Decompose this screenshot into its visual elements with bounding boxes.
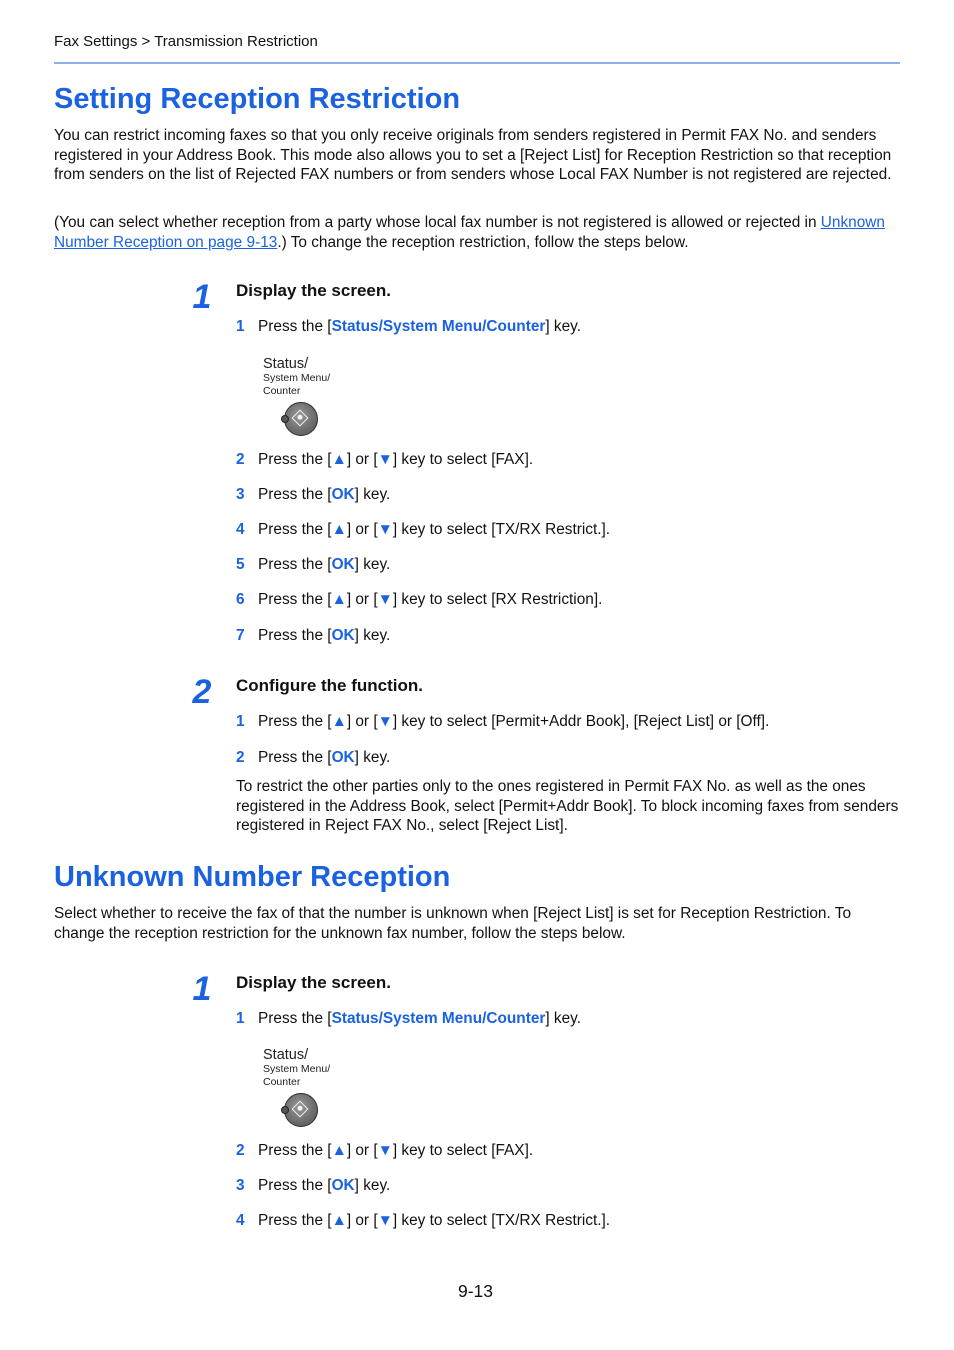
key-label bbox=[263, 1047, 330, 1088]
unknown-number-paragraph: Select whether to receive the fax of that the number is unknown when [Reject List] is set for Reception Restriction. To change the reception restriction for the unknown fax number, follow the steps below. bbox=[54, 905, 852, 942]
substep-number: 4 bbox=[236, 521, 245, 538]
up-arrow-key-icon: ▲ bbox=[331, 521, 347, 538]
substep-text: ] key to select [TX/RX Restrict.]. bbox=[392, 521, 611, 538]
key-label-line2: System Menu/ bbox=[263, 372, 331, 384]
substep-number: 6 bbox=[236, 591, 245, 608]
step-heading-display-screen: Display the screen. bbox=[236, 973, 391, 992]
status-key-label: Status/System Menu/Counter bbox=[331, 1010, 546, 1027]
substep-text: Press the [ bbox=[258, 318, 332, 335]
substep bbox=[236, 1177, 390, 1195]
substep bbox=[236, 521, 610, 539]
substep-text: Press the [ bbox=[258, 1010, 332, 1027]
substep-text: Press the [ bbox=[258, 521, 332, 538]
substep bbox=[236, 556, 390, 574]
reference-paragraph bbox=[54, 213, 900, 252]
substep-number: 1 bbox=[236, 318, 245, 335]
substep-text: ] or [ bbox=[346, 521, 378, 538]
status-system-menu-key-button[interactable] bbox=[284, 1093, 318, 1127]
substep-number: 5 bbox=[236, 556, 245, 573]
substep-text: ] key to select [RX Restriction]. bbox=[392, 591, 603, 608]
reference-text-post: .) To change the reception restriction, follow the steps below. bbox=[277, 233, 689, 251]
substep-text: Press the [ bbox=[258, 1212, 332, 1229]
substep-text: ] or [ bbox=[346, 451, 378, 468]
substep bbox=[236, 749, 390, 767]
up-arrow-key-icon: ▲ bbox=[331, 1142, 347, 1159]
substep-text: ] or [ bbox=[346, 1212, 378, 1229]
status-system-menu-key-image bbox=[263, 1047, 353, 1137]
substep-number: 2 bbox=[236, 749, 245, 766]
substep-number: 3 bbox=[236, 486, 245, 503]
substep-number: 1 bbox=[236, 713, 245, 730]
step-number-1: 1 bbox=[192, 970, 212, 1008]
substep-text: ] key. bbox=[545, 1010, 582, 1027]
substep bbox=[236, 318, 581, 336]
configure-note: To restrict the other parties only to the ones registered in Permit FAX No. as well as the ones registered in the Address Book, select [Permit+Addr Book]. To block incoming faxes from senders registered in Reject FAX No., select [Reject List]. bbox=[236, 778, 899, 835]
substep-text: Press the [ bbox=[258, 486, 332, 503]
intro-paragraph: You can restrict incoming faxes so that you only receive originals from senders registered in Permit FAX No. and senders registered in your Address Book. This mode also allows you to set a [Reject List] for Reception Restriction so that reception from senders on the list of Rejected FAX numbers or from senders whose Local FAX Number is not registered are rejected. bbox=[54, 127, 892, 184]
substep-text: Press the [ bbox=[258, 627, 332, 644]
substep-text: Press the [ bbox=[258, 556, 332, 573]
substep-text: Press the [ bbox=[258, 591, 332, 608]
substep bbox=[236, 451, 533, 469]
substep bbox=[236, 627, 390, 645]
substep-text: Press the [ bbox=[258, 1142, 332, 1159]
status-key-icon bbox=[292, 1101, 309, 1118]
status-key-label: Status/System Menu/Counter bbox=[331, 318, 546, 335]
key-label bbox=[263, 356, 330, 397]
substep-text: ] key to select [TX/RX Restrict.]. bbox=[392, 1212, 611, 1229]
key-label-line3: Counter bbox=[263, 384, 301, 397]
reference-text-pre: (You can select whether reception from a party whose local fax number is not registered is allowed or rejected in bbox=[54, 214, 817, 231]
down-arrow-key-icon: ▼ bbox=[377, 451, 393, 468]
breadcrumb: Fax Settings > Transmission Restriction bbox=[54, 33, 318, 50]
substep-text: Press the [ bbox=[258, 451, 332, 468]
substep-text: ] key. bbox=[354, 749, 391, 766]
up-arrow-key-icon: ▲ bbox=[331, 1212, 347, 1229]
substep-text: Press the [ bbox=[258, 749, 332, 766]
substep-number: 4 bbox=[236, 1212, 245, 1229]
substep-text: Press the [ bbox=[258, 713, 332, 730]
down-arrow-key-icon: ▼ bbox=[377, 521, 393, 538]
step-number-2: 2 bbox=[192, 673, 212, 711]
substep bbox=[236, 1142, 533, 1160]
step-heading-display-screen: Display the screen. bbox=[236, 281, 391, 300]
substep bbox=[236, 1212, 610, 1230]
substep bbox=[236, 713, 769, 731]
substep-text: ] key to select [Permit+Addr Book], [Reject List] or [Off]. bbox=[392, 713, 770, 730]
page-number: 9-13 bbox=[458, 1281, 494, 1301]
key-label-line1: Status/ bbox=[263, 356, 309, 372]
step-heading-configure-function: Configure the function. bbox=[236, 676, 423, 695]
substep bbox=[236, 486, 390, 504]
substep-number: 1 bbox=[236, 1010, 245, 1027]
status-key-icon bbox=[292, 410, 309, 427]
indicator-dot-icon bbox=[281, 1106, 289, 1114]
ok-key-label: OK bbox=[331, 627, 355, 644]
header-divider bbox=[54, 62, 900, 64]
substep-number: 2 bbox=[236, 451, 245, 468]
down-arrow-key-icon: ▼ bbox=[377, 1212, 393, 1229]
step-number-1: 1 bbox=[192, 278, 212, 316]
up-arrow-key-icon: ▲ bbox=[331, 713, 347, 730]
substep-text: ] key. bbox=[354, 1177, 391, 1194]
ok-key-label: OK bbox=[331, 556, 355, 573]
down-arrow-key-icon: ▼ bbox=[377, 1142, 393, 1159]
section-title-reception-restriction: Setting Reception Restriction bbox=[54, 83, 461, 115]
up-arrow-key-icon: ▲ bbox=[331, 591, 347, 608]
substep-text: ] or [ bbox=[346, 713, 378, 730]
substep-text: ] or [ bbox=[346, 1142, 378, 1159]
ok-key-label: OK bbox=[331, 749, 355, 766]
ok-key-label: OK bbox=[331, 486, 355, 503]
status-system-menu-key-image bbox=[263, 356, 353, 446]
substep-text: ] key to select [FAX]. bbox=[392, 451, 534, 468]
substep bbox=[236, 591, 602, 609]
substep-text: ] or [ bbox=[346, 591, 378, 608]
substep-number: 3 bbox=[236, 1177, 245, 1194]
substep-number: 2 bbox=[236, 1142, 245, 1159]
substep bbox=[236, 1010, 581, 1028]
substep-text: ] key. bbox=[354, 486, 391, 503]
key-label-line2: System Menu/ bbox=[263, 1063, 331, 1075]
unknown-number-reception-link[interactable]: Unknown Number Reception on page 9-13 bbox=[54, 214, 885, 251]
down-arrow-key-icon: ▼ bbox=[377, 591, 393, 608]
key-label-line1: Status/ bbox=[263, 1047, 309, 1063]
substep-text: ] key. bbox=[545, 318, 582, 335]
substep-number: 7 bbox=[236, 627, 245, 644]
section-title-unknown-number-reception: Unknown Number Reception bbox=[54, 861, 451, 893]
substep-text: ] key. bbox=[354, 627, 391, 644]
status-system-menu-key-button[interactable] bbox=[284, 402, 318, 436]
down-arrow-key-icon: ▼ bbox=[377, 713, 393, 730]
substep-text: ] key to select [FAX]. bbox=[392, 1142, 534, 1159]
ok-key-label: OK bbox=[331, 1177, 355, 1194]
substep-text: ] key. bbox=[354, 556, 391, 573]
substep-text: Press the [ bbox=[258, 1177, 332, 1194]
up-arrow-key-icon: ▲ bbox=[331, 451, 347, 468]
indicator-dot-icon bbox=[281, 415, 289, 423]
key-label-line3: Counter bbox=[263, 1075, 301, 1088]
